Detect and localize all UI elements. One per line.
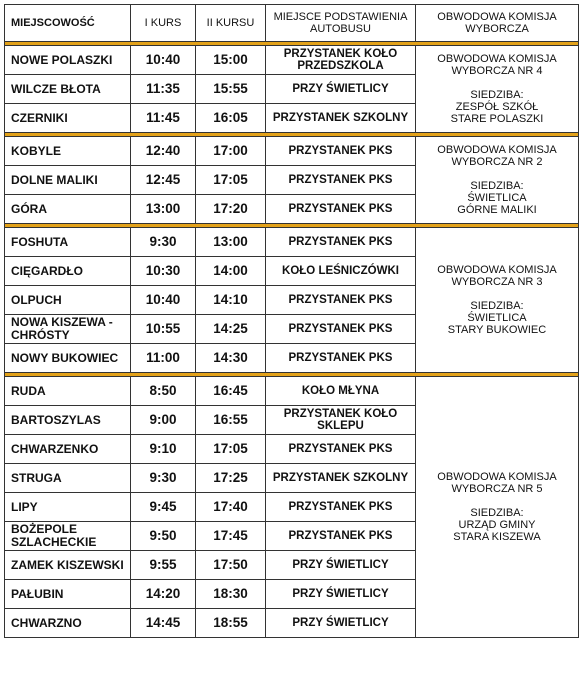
- course2-time: 18:55: [196, 609, 266, 638]
- commission-line: WYBORCZA NR 5: [451, 483, 543, 495]
- commission-line: URZĄD GMINY: [458, 519, 536, 531]
- course2-time: 15:55: [196, 75, 266, 104]
- commission-line: [419, 77, 575, 89]
- course1-time: 11:45: [131, 104, 196, 133]
- stop-cell: PRZY ŚWIETLICY: [266, 75, 416, 104]
- course1-time: 10:55: [131, 315, 196, 344]
- place-cell: GÓRA: [5, 195, 131, 224]
- course1-time: 12:40: [131, 137, 196, 166]
- stop-cell: PRZYSTANEK PKS: [266, 522, 416, 551]
- course2-time: 16:05: [196, 104, 266, 133]
- place-cell: NOWE POLASZKI: [5, 46, 131, 75]
- stop-cell: PRZY ŚWIETLICY: [266, 551, 416, 580]
- place-cell: WILCZE BŁOTA: [5, 75, 131, 104]
- stop-cell: PRZYSTANEK PKS: [266, 286, 416, 315]
- table-row: [5, 377, 579, 406]
- course1-time: 10:40: [131, 46, 196, 75]
- commission-line: ZESPÓŁ SZKÓŁ: [455, 101, 539, 113]
- stop-cell: PRZYSTANEK PKS: [266, 344, 416, 373]
- commission-line: OBWODOWA KOMISJA: [437, 53, 557, 65]
- commission-line: OBWODOWA KOMISJA: [437, 144, 557, 156]
- course2-time: 17:05: [196, 435, 266, 464]
- course2-time: 17:25: [196, 464, 266, 493]
- stop-cell: PRZYSTANEK SZKOLNY: [266, 104, 416, 133]
- place-cell: CHWARZNO: [5, 609, 131, 638]
- course2-time: 17:50: [196, 551, 266, 580]
- commission-line: SIEDZIBA:: [470, 300, 524, 312]
- course1-time: 13:00: [131, 195, 196, 224]
- place-cell: NOWA KISZEWA - CHRÓSTY: [5, 315, 131, 344]
- place-cell: BOŻEPOLE SZLACHECKIE: [5, 522, 131, 551]
- stop-cell: PRZY ŚWIETLICY: [266, 580, 416, 609]
- place-cell: FOSHUTA: [5, 228, 131, 257]
- commission-line: WYBORCZA NR 2: [451, 156, 543, 168]
- stop-cell: KOŁO MŁYNA: [266, 377, 416, 406]
- place-cell: BARTOSZYLAS: [5, 406, 131, 435]
- stop-cell: KOŁO LEŚNICZÓWKI: [266, 257, 416, 286]
- course2-time: 16:55: [196, 406, 266, 435]
- commission-line: STARY BUKOWIEC: [447, 324, 547, 336]
- course1-time: 11:00: [131, 344, 196, 373]
- course1-time: 9:10: [131, 435, 196, 464]
- commission-line: STARA KISZEWA: [453, 531, 541, 543]
- commission-line: ŚWIETLICA: [467, 192, 527, 204]
- stop-cell: PRZYSTANEK KOŁO SKLEPU: [266, 406, 416, 435]
- table-row: [5, 228, 579, 257]
- course2-time: 14:30: [196, 344, 266, 373]
- stop-cell: PRZYSTANEK SZKOLNY: [266, 464, 416, 493]
- course2-time: 17:45: [196, 522, 266, 551]
- place-cell: CIĘGARDŁO: [5, 257, 131, 286]
- course2-time: 15:00: [196, 46, 266, 75]
- place-cell: CZERNIKI: [5, 104, 131, 133]
- commission-line: SIEDZIBA:: [470, 89, 524, 101]
- commission-line: OBWODOWA KOMISJA: [437, 471, 557, 483]
- place-cell: DOLNE MALIKI: [5, 166, 131, 195]
- course1-time: 9:45: [131, 493, 196, 522]
- course1-time: 9:30: [131, 228, 196, 257]
- commission-cell: [416, 46, 579, 133]
- course1-time: 9:55: [131, 551, 196, 580]
- course1-time: 8:50: [131, 377, 196, 406]
- commission-line: STARE POLASZKI: [450, 113, 544, 125]
- course2-time: 17:05: [196, 166, 266, 195]
- header-commission: OBWODOWA KOMISJA WYBORCZA: [416, 5, 579, 42]
- stop-cell: PRZYSTANEK PKS: [266, 137, 416, 166]
- place-cell: KOBYLE: [5, 137, 131, 166]
- stop-cell: PRZYSTANEK PKS: [266, 315, 416, 344]
- stop-cell: PRZY ŚWIETLICY: [266, 609, 416, 638]
- commission-line: SIEDZIBA:: [470, 180, 524, 192]
- course1-time: 9:50: [131, 522, 196, 551]
- course1-time: 12:45: [131, 166, 196, 195]
- course1-time: 9:30: [131, 464, 196, 493]
- table-row: [5, 46, 579, 75]
- stop-cell: PRZYSTANEK PKS: [266, 195, 416, 224]
- course2-time: 17:40: [196, 493, 266, 522]
- course2-time: 14:00: [196, 257, 266, 286]
- stop-cell: PRZYSTANEK PKS: [266, 493, 416, 522]
- commission-line: SIEDZIBA:: [470, 507, 524, 519]
- stop-cell: PRZYSTANEK PKS: [266, 228, 416, 257]
- commission-line: [419, 288, 575, 300]
- course1-time: 14:45: [131, 609, 196, 638]
- commission-line: GÓRNE MALIKI: [457, 204, 537, 216]
- course1-time: 10:30: [131, 257, 196, 286]
- place-cell: ZAMEK KISZEWSKI: [5, 551, 131, 580]
- place-cell: OLPUCH: [5, 286, 131, 315]
- stop-cell: PRZYSTANEK PKS: [266, 435, 416, 464]
- commission-line: ŚWIETLICA: [467, 312, 527, 324]
- table-row: [5, 137, 579, 166]
- place-cell: LIPY: [5, 493, 131, 522]
- commission-cell: [416, 377, 579, 638]
- commission-line: WYBORCZA NR 4: [451, 65, 543, 77]
- stop-cell: PRZYSTANEK PKS: [266, 166, 416, 195]
- place-cell: CHWARZENKO: [5, 435, 131, 464]
- course2-time: 16:45: [196, 377, 266, 406]
- bus-schedule-table: [4, 4, 579, 638]
- commission-line: [419, 495, 575, 507]
- place-cell: RUDA: [5, 377, 131, 406]
- course2-time: 17:00: [196, 137, 266, 166]
- stop-cell: PRZYSTANEK KOŁO PRZEDSZKOLA: [266, 46, 416, 75]
- course2-time: 14:10: [196, 286, 266, 315]
- commission-line: OBWODOWA KOMISJA: [437, 264, 557, 276]
- commission-line: [419, 168, 575, 180]
- header-course1: I KURS: [131, 5, 196, 42]
- course2-time: 13:00: [196, 228, 266, 257]
- header-course2: II KURSU: [196, 5, 266, 42]
- commission-cell: [416, 137, 579, 224]
- commission-line: WYBORCZA NR 3: [451, 276, 543, 288]
- course1-time: 9:00: [131, 406, 196, 435]
- table-body: [5, 42, 579, 638]
- course1-time: 10:40: [131, 286, 196, 315]
- place-cell: NOWY BUKOWIEC: [5, 344, 131, 373]
- place-cell: PAŁUBIN: [5, 580, 131, 609]
- course2-time: 18:30: [196, 580, 266, 609]
- header-place: MIEJSCOWOŚĆ: [5, 5, 131, 42]
- header-stop: MIEJSCE PODSTAWIENIA AUTOBUSU: [266, 5, 416, 42]
- commission-cell: [416, 228, 579, 373]
- course2-time: 17:20: [196, 195, 266, 224]
- course1-time: 14:20: [131, 580, 196, 609]
- course2-time: 14:25: [196, 315, 266, 344]
- course1-time: 11:35: [131, 75, 196, 104]
- place-cell: STRUGA: [5, 464, 131, 493]
- header-row: [5, 5, 579, 42]
